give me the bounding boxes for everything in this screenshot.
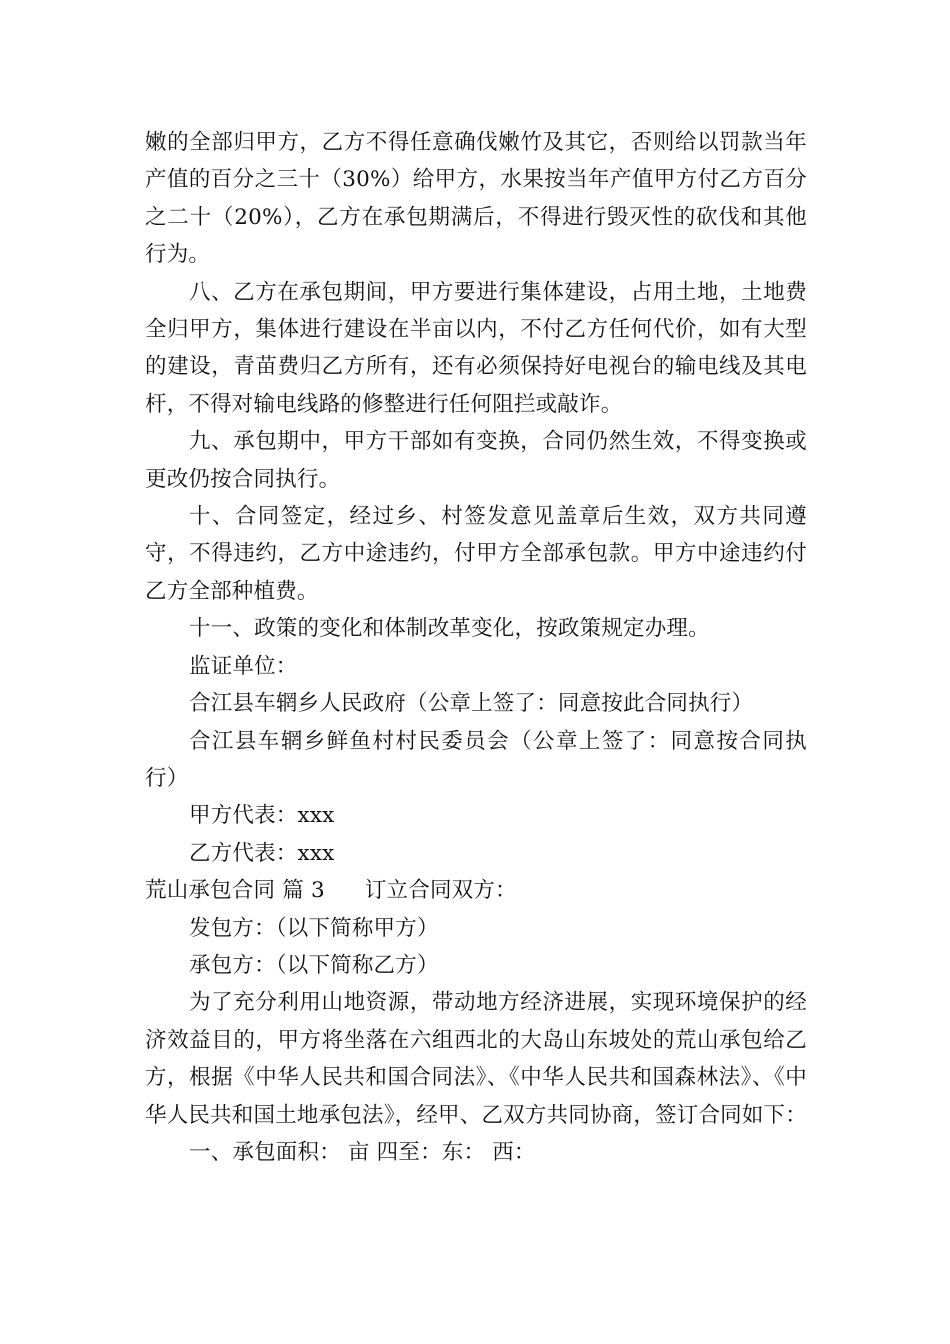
paragraph-clause-1: 一、承包面积： 亩 四至：东： 西： xyxy=(189,1139,536,1165)
paragraph-continuation: 嫩的全部归甲方，乙方不得任意确伐嫩竹及其它，否则给以罚款当年产值的百分之三十（30%）给甲方，水果按当年产值甲方付乙方百分之二十（20%），乙方在承包期满后，不得进行毁灭性的砍伐和其他行为。 xyxy=(145,130,807,268)
paragraph-supervisor-committee: 合江县车辋乡鲜鱼村村民委员会（公章上签了：同意按合同执行） xyxy=(145,728,807,791)
section-subtitle: 订立合同双方： xyxy=(364,878,517,904)
section-heading xyxy=(145,872,807,909)
paragraph-clause-10: 十、合同签定，经过乡、村签发意见盖章后生效，双方共同遵守，不得违约，乙方中途违约，付甲方全部承包款。甲方中途违约付乙方全部种植费。 xyxy=(145,504,807,604)
paragraph-purpose: 为了充分利用山地资源，带动地方经济进展，实现环境保护的经济效益目的，甲方将坐落在六组西北的大岛山东坡处的荒山承包给乙方，根据《中华人民共和国合同法》、《中华人民共和国森林法》、《中华人民共和国土地承包法》，经甲、乙双方共同协商，签订合同如下： xyxy=(145,990,807,1128)
paragraph-clause-11: 十一、政策的变化和体制改革变化，按政策规定办理。 xyxy=(189,616,710,642)
section-title: 荒山承包合同 篇 3 xyxy=(145,878,325,904)
document-page xyxy=(145,124,807,1171)
paragraph-supervisor-label: 监证单位： xyxy=(189,653,298,679)
paragraph-party-a-representative: 甲方代表：xxx xyxy=(189,803,335,829)
paragraph-contractor-issuer: 发包方：（以下简称甲方） xyxy=(189,915,439,941)
paragraph-party-b-representative: 乙方代表：xxx xyxy=(189,840,335,866)
paragraph-contractor-receiver: 承包方：（以下简称乙方） xyxy=(189,952,439,978)
paragraph-clause-9: 九、承包期中，甲方干部如有变换，合同仍然生效，不得变换或更改仍按合同执行。 xyxy=(145,429,807,492)
paragraph-clause-8: 八、乙方在承包期间，甲方要进行集体建设，占用土地，土地费全归甲方，集体进行建设在半亩以内，不付乙方任何代价，如有大型的建设，青苗费归乙方所有，还有必须保持好电视台的输电线及其电杆，不得对输电线路的修整进行任何阻拦或敲诈。 xyxy=(145,279,807,417)
paragraph-supervisor-government: 合江县车辋乡人民政府（公章上签了：同意按此合同执行） xyxy=(189,691,754,717)
